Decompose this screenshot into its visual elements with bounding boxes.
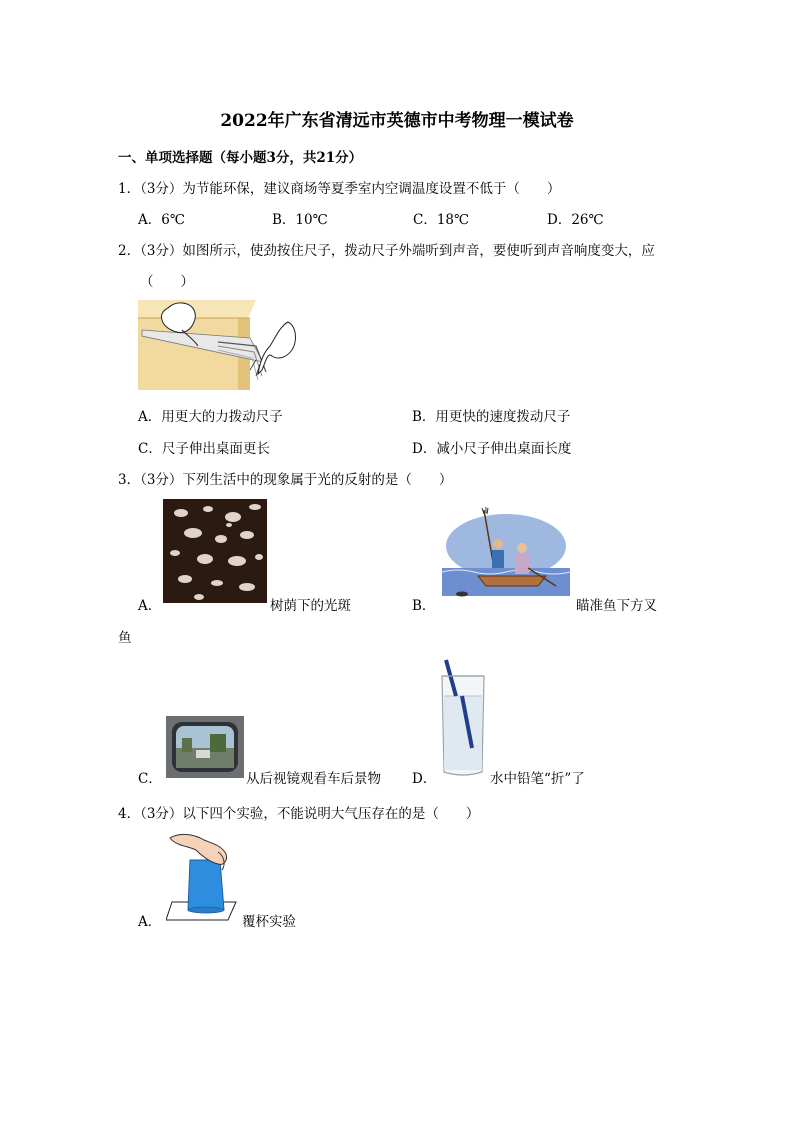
page-title: 2022年广东省清远市英德市中考物理一模试卷 xyxy=(220,111,574,131)
question-4-option-a-caption: 覆杯实验 xyxy=(242,914,296,930)
question-3-option-d-caption: 水中铅笔“折”了 xyxy=(490,771,585,787)
inverted-cup-experiment-image xyxy=(166,830,242,924)
question-3-option-c-caption: 从后视镜观看车后景物 xyxy=(246,771,381,787)
question-3-option-d-label: D． xyxy=(412,771,437,787)
tree-shade-light-spots-image xyxy=(163,499,267,603)
question-3-stem: 3．（3分）下列生活中的现象属于光的反射的是（ ） xyxy=(118,472,453,488)
ruler-on-table-image xyxy=(138,300,306,390)
question-2-option-b: B．用更快的速度拨动尺子 xyxy=(412,409,571,425)
question-3-option-a-caption: 树荫下的光斑 xyxy=(270,598,351,614)
question-4-option-a-label: A． xyxy=(138,914,162,930)
question-3-option-a-label: A． xyxy=(138,598,162,614)
question-4-stem: 4．（3分）以下四个实验，不能说明大气压存在的是（ ） xyxy=(118,806,480,822)
rearview-mirror-image xyxy=(166,716,244,778)
section-heading: 一、单项选择题（每小题3分，共21分） xyxy=(118,150,363,166)
question-3-option-b-caption-wrap: 鱼 xyxy=(118,630,132,646)
question-2-option-a: A．用更大的力拨动尺子 xyxy=(138,409,283,425)
question-2-option-c: C．尺子伸出桌面更长 xyxy=(138,441,270,457)
question-3-option-c-label: C． xyxy=(138,771,162,787)
question-1-stem: 1．（3分）为节能环保，建议商场等夏季室内空调温度设置不低于（ ） xyxy=(118,181,561,197)
question-2-stem: 2．（3分）如图所示，使劲按住尺子，拨动尺子外端听到声音，要使听到声音响度变大，应 xyxy=(118,243,655,259)
question-1-option-a: A．6℃ xyxy=(138,212,185,228)
question-1-option-d: D．26℃ xyxy=(547,212,604,228)
fishing-boat-image xyxy=(438,506,574,604)
question-1-option-b: B．10℃ xyxy=(272,212,328,228)
question-2-option-d: D．减小尺子伸出桌面长度 xyxy=(412,441,572,457)
question-3-option-b-caption: 瞄准鱼下方叉 xyxy=(576,598,657,614)
question-2-stem-cont: （ ） xyxy=(140,274,194,290)
question-3-option-b-label: B． xyxy=(412,598,436,614)
question-1-option-c: C．18℃ xyxy=(413,212,470,228)
pencil-in-water-image xyxy=(438,656,488,778)
